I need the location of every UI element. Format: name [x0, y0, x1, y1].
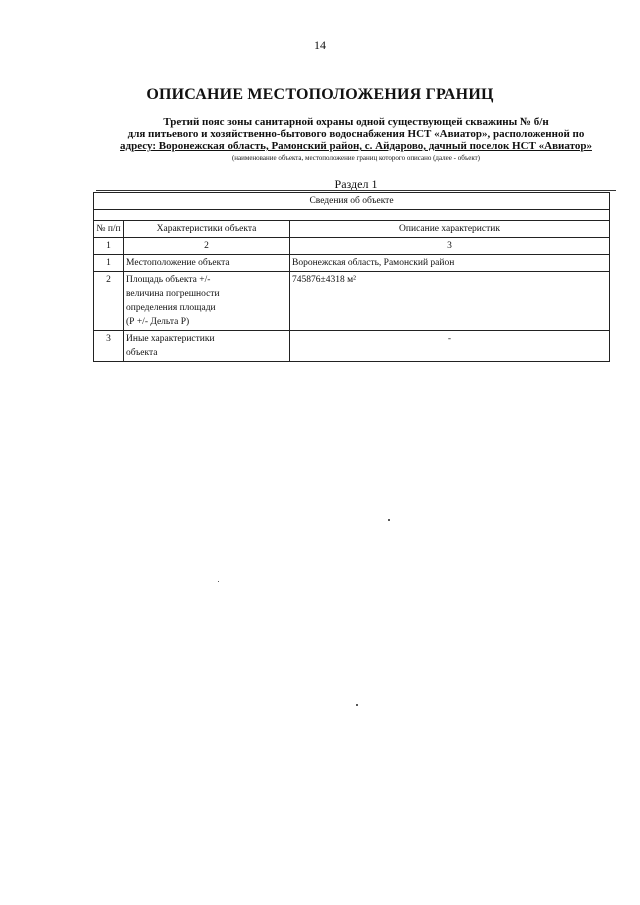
subtitle-line-3: адресу: Воронежская область, Рамонский район, с. Айдарово, дачный поселок НСТ «Авиатор»: [120, 140, 592, 152]
row-2-characteristic-line: Площадь объекта +/-: [126, 275, 211, 285]
column-number-1: 1: [94, 238, 124, 255]
subtitle-line-2: для питьевого и хозяйственно-бытового водоснабжения НСТ «Авиатор», расположенной по: [127, 128, 585, 140]
row-1-characteristic: Местоположение объекта: [124, 255, 290, 272]
column-number-3: 3: [290, 238, 610, 255]
row-2-num: 2: [94, 272, 124, 331]
header-description: Описание характеристик: [290, 221, 610, 238]
row-2-characteristic-line: (Р +/- Дельта Р): [126, 317, 190, 327]
row-3-characteristic: [124, 331, 290, 362]
row-3-num: 3: [94, 331, 124, 362]
table-section-name: Сведения об объекте: [94, 193, 610, 210]
column-number-row: [94, 238, 610, 255]
table-spacer-row: [94, 210, 610, 221]
row-2-characteristic-line: определения площади: [126, 303, 216, 313]
header-num: № п/п: [94, 221, 124, 238]
table-row: [94, 255, 610, 272]
header-characteristic: Характеристики объекта: [124, 221, 290, 238]
row-2-characteristic-line: величина погрешности: [126, 289, 220, 299]
subtitle-line-1: Третий пояс зоны санитарной охраны одной существующей скважины № б/н: [163, 116, 549, 128]
scan-speck: [388, 519, 390, 521]
row-3-description: -: [290, 331, 610, 362]
caption-note: (наименование объекта, местоположение границ которого описано (далее - объект): [231, 154, 481, 162]
table-top-rule: [96, 190, 616, 191]
row-2-characteristic: [124, 272, 290, 331]
row-1-num: 1: [94, 255, 124, 272]
row-3-characteristic-line: Иные характеристики: [126, 334, 215, 344]
document-title: ОПИСАНИЕ МЕСТОПОЛОЖЕНИЯ ГРАНИЦ: [146, 86, 494, 103]
row-3-characteristic-line: объекта: [126, 348, 158, 358]
column-number-2: 2: [124, 238, 290, 255]
table-header-row: [94, 221, 610, 238]
scan-speck: [218, 581, 219, 582]
scan-speck: [356, 704, 358, 706]
section-heading: Раздел 1: [334, 177, 378, 191]
row-1-description: Воронежская область, Рамонский район: [290, 255, 610, 272]
table-row: [94, 331, 610, 362]
object-info-table: [93, 192, 610, 362]
row-2-description: 745876±4318 м²: [290, 272, 610, 331]
page-number: 14: [314, 38, 326, 52]
table-row: [94, 272, 610, 331]
